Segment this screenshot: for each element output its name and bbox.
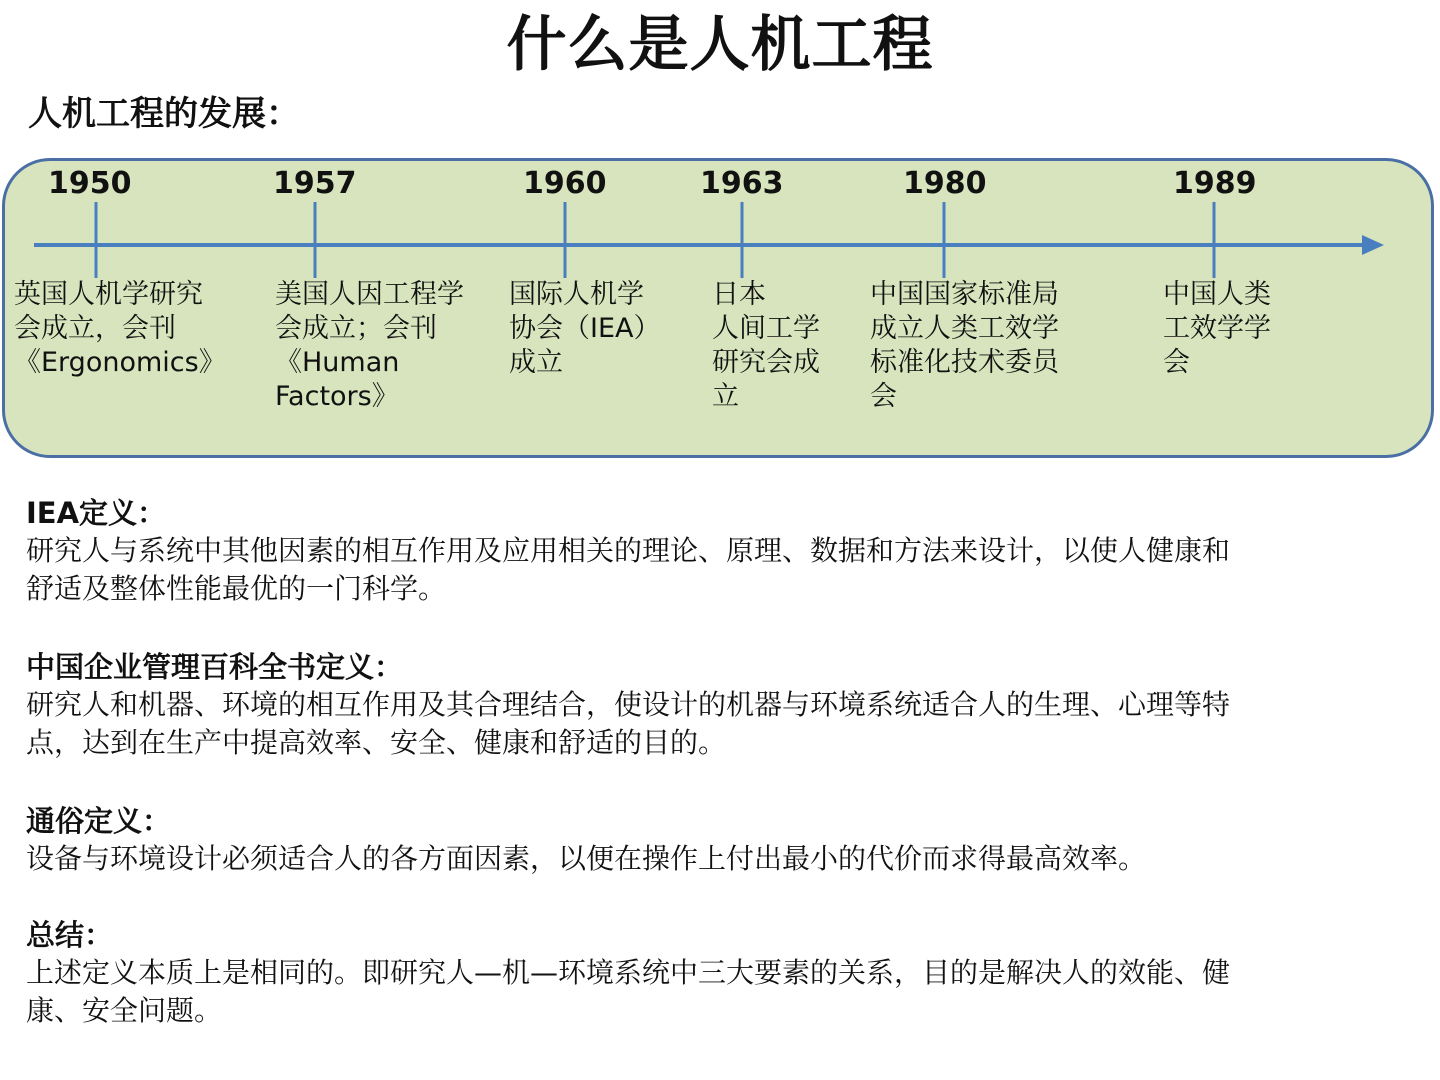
timeline-event-1950-text: 英国人机学研究 会成立，会刊 《Ergonomics》 — [14, 279, 226, 378]
timeline-year-1989: 1989 — [1173, 166, 1257, 201]
timeline-year-1980: 1980 — [903, 166, 987, 201]
timeline-event-1963-text: 日本 人间工学 研究会成 立 — [712, 279, 820, 412]
timeline-year-1950: 1950 — [48, 166, 132, 201]
page-title: 什么是人机工程 — [506, 10, 934, 80]
timeline-event-1960-text: 国际人机学 协会（IEA） 成立 — [509, 279, 661, 378]
definition-encyclopedia — [26, 648, 1416, 762]
definition-popular — [26, 802, 1416, 878]
timeline-year-1960: 1960 — [523, 166, 607, 201]
timeline-year-1963: 1963 — [700, 166, 784, 201]
definition-text: 研究人与系统中其他因素的相互作用及应用相关的理论、原理、数据和方法来设计，以使人健康和 舒适及整体性能最优的一门科学。 — [26, 534, 1231, 605]
definition-heading: IEA定义： — [26, 496, 167, 530]
definition-heading: 中国企业管理百科全书定义： — [26, 650, 404, 684]
timeline-event-1980-text: 中国国家标准局 成立人类工效学 标准化技术委员 会 — [870, 279, 1059, 412]
definition-text: 上述定义本质上是相同的。即研究人—机—环境系统中三大要素的关系，目的是解决人的效能、健 康、安全问题。 — [26, 956, 1231, 1027]
timeline-arrowhead — [1362, 235, 1384, 255]
section-subtitle: 人机工程的发展： — [28, 94, 300, 134]
definition-summary — [26, 916, 1416, 1030]
definition-heading: 通俗定义： — [26, 804, 172, 838]
timeline-event-1989-text: 中国人类 工效学学 会 — [1163, 279, 1271, 378]
timeline-event-1957-text: 美国人因工程学 会成立；会刊 《Human Factors》 — [275, 279, 464, 412]
definition-iea — [26, 494, 1416, 608]
definition-text: 研究人和机器、环境的相互作用及其合理结合，使设计的机器与环境系统适合人的生理、心理等特 点，达到在生产中提高效率、安全、健康和舒适的目的。 — [26, 688, 1231, 759]
timeline-year-1957: 1957 — [273, 166, 357, 201]
definition-text: 设备与环境设计必须适合人的各方面因素，以便在操作上付出最小的代价而求得最高效率。 — [26, 842, 1147, 875]
definition-heading: 总结： — [26, 918, 114, 952]
